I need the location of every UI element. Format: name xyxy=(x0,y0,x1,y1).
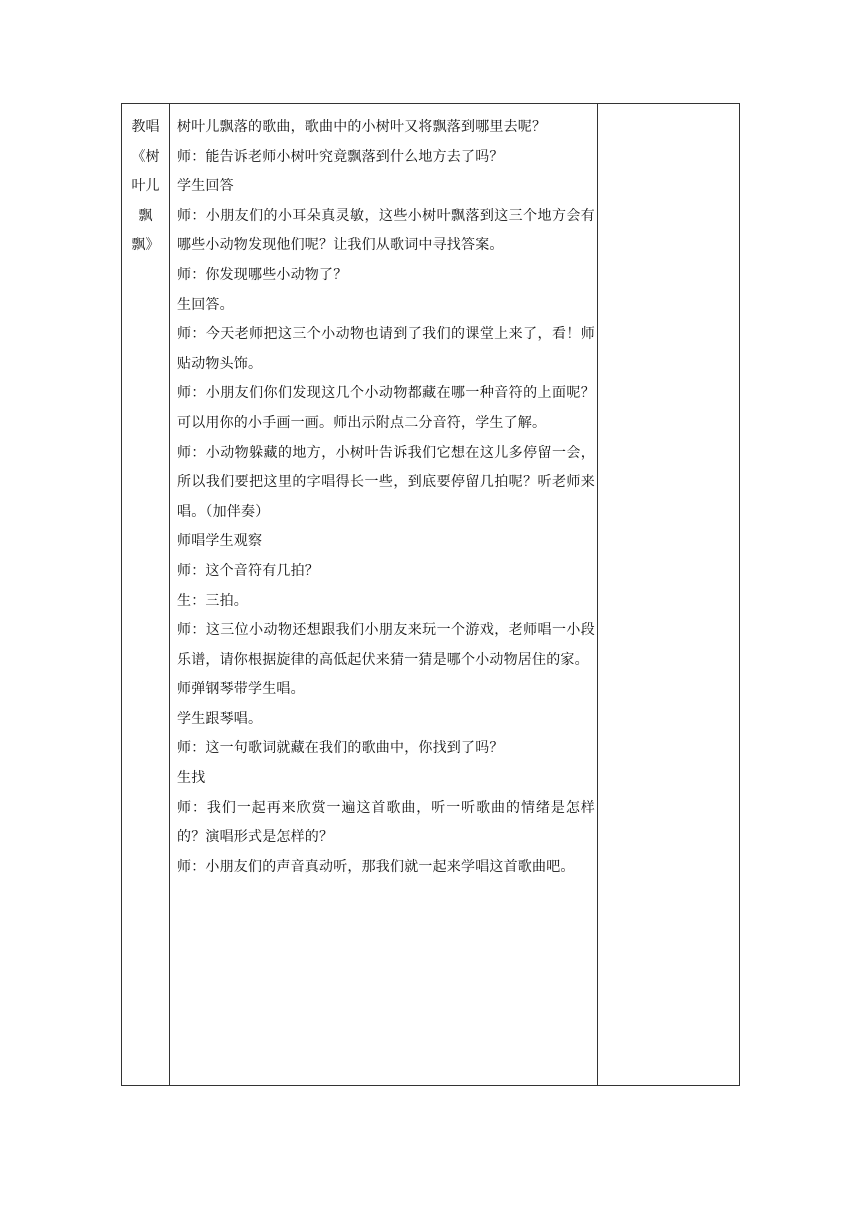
paragraph: 师：能告诉老师小树叶究竟飘落到什么地方去了吗？ xyxy=(177,148,504,165)
paragraph: 生：三拍。 xyxy=(177,592,248,609)
paragraph: 师弹钢琴带学生唱。 xyxy=(177,681,305,698)
paragraph: 师：小朋友们的声音真动听，那我们就一起来学唱这首歌曲吧。 xyxy=(177,858,575,875)
paragraph: 生找 xyxy=(177,770,206,787)
section-label-line: 教唱 xyxy=(131,119,160,135)
content-cell xyxy=(170,104,598,1086)
table-row xyxy=(122,104,740,1086)
paragraph: 师唱学生观察 xyxy=(177,533,263,550)
paragraph: 师：这个音符有几拍？ xyxy=(177,562,319,579)
paragraph: 师：我们一起再来欣赏一遍这首歌曲，听一听歌曲的情绪是怎样的？演唱形式是怎样的？ xyxy=(177,799,595,846)
paragraph: 树叶儿飘落的歌曲，歌曲中的小树叶又将飘落到哪里去呢？ xyxy=(177,119,547,135)
section-label-line: 叶儿 xyxy=(131,178,160,195)
section-label-line: 《树 xyxy=(131,148,160,165)
lesson-plan-table xyxy=(121,103,740,1086)
paragraph: 学生回答 xyxy=(177,178,234,195)
paragraph: 生回答。 xyxy=(177,296,234,313)
section-label-line: 飘 xyxy=(138,207,153,224)
paragraph: 师：这三位小动物还想跟我们小朋友来玩一个游戏，老师唱一小段乐谱，请你根据旋律的高低起伏来猜一猜是哪个小动物居住的家。 xyxy=(177,622,595,668)
paragraph: 师：这一句歌词就藏在我们的歌曲中，你找到了吗？ xyxy=(177,740,504,757)
paragraph: 师：今天老师把这三个小动物也请到了我们的课堂上来了，看！师贴动物头饰。 xyxy=(177,326,595,372)
section-label-cell xyxy=(122,104,170,1086)
notes-cell xyxy=(598,104,740,1086)
paragraph: 师：你发现哪些小动物了？ xyxy=(177,266,348,283)
paragraph: 师：小朋友们的小耳朵真灵敏，这些小树叶飘落到这三个地方会有哪些小动物发现他们呢？让我们从歌词中寻找答案。 xyxy=(177,207,595,254)
paragraph: 师：小动物躲藏的地方，小树叶告诉我们它想在这儿多停留一会，所以我们要把这里的字唱得长一些，到底要停留几拍呢？听老师来唱。（加伴奏） xyxy=(177,444,595,520)
section-label-line: 飘》 xyxy=(131,237,160,254)
paragraph: 师：小朋友们你们发现这几个小动物都藏在哪一种音符的上面呢？可以用你的小手画一画。师出示附点二分音符，学生了解。 xyxy=(177,385,595,431)
paragraph: 学生跟琴唱。 xyxy=(177,710,263,727)
